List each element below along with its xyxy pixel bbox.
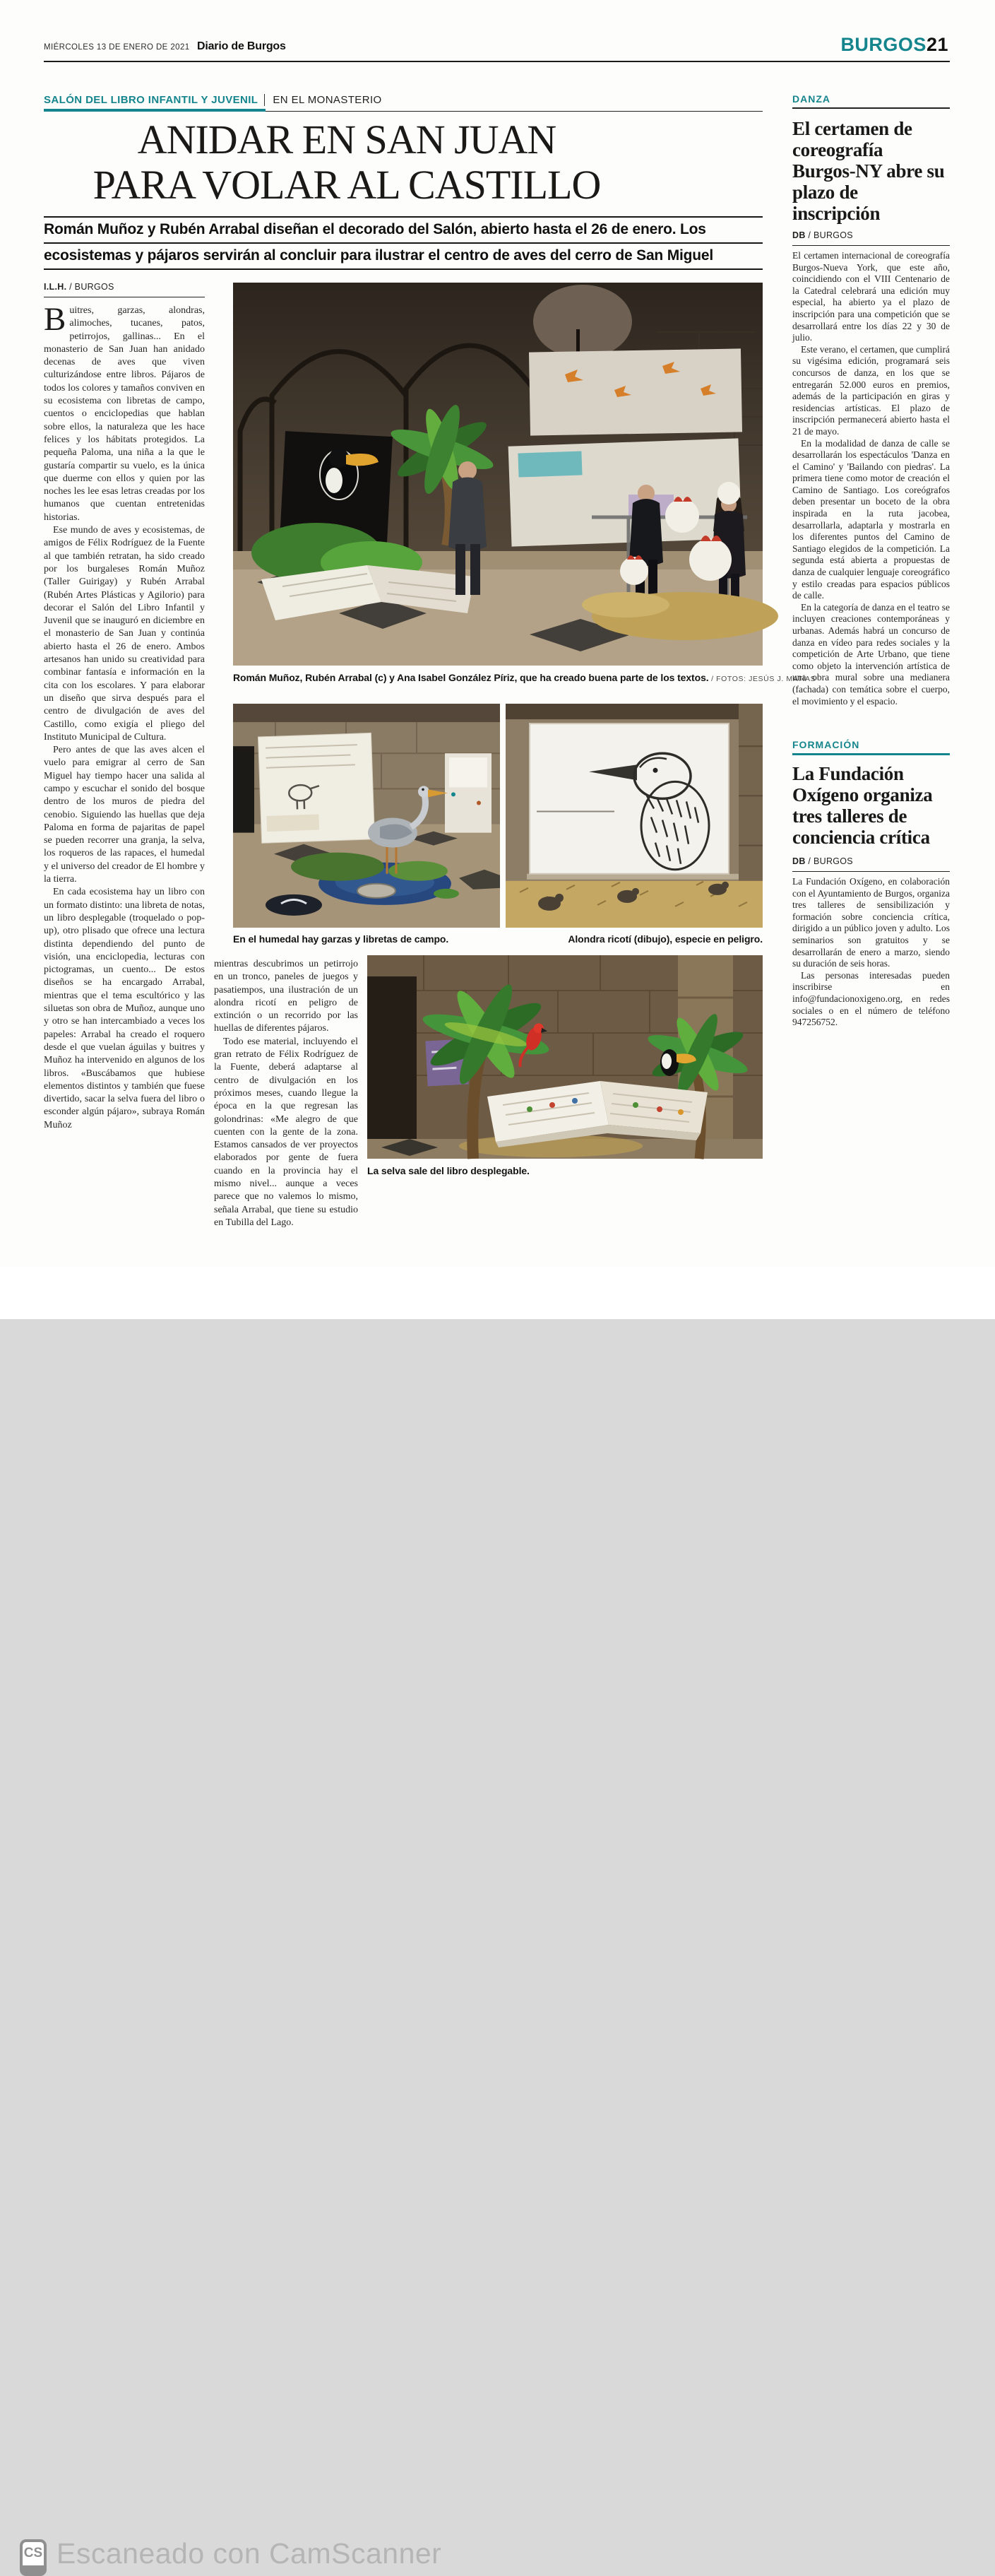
sidebar-paragraph: Las personas interesadas pueden inscribirse en info@fundacionoxigeno.org, en redes sociales o en el número de teléfono 947256752. <box>792 969 950 1028</box>
sidebar-section-formacion: FORMACIÓN <box>792 739 860 750</box>
camscanner-icon <box>20 2539 47 2576</box>
sidebar-formacion-byline <box>792 856 950 872</box>
sidebar-paragraph: La Fundación Oxígeno, en colaboración con el Ayuntamiento de Burgos, organiza tres talleres de sensibilización y formación sobre conciencia crítica, dirigido a un público joven y adulto. Los seminarios son gratuitos y se desarrollarán de enero a marzo, siendo su duración de seis horas. <box>792 876 950 969</box>
deck-line2: ecosistemas y pájaros servirán al concluir para ilustrar el centro de aves del cerro de San Miguel <box>44 242 763 270</box>
byline-place: / BURGOS <box>66 282 114 292</box>
photo-selva-illustration <box>367 955 763 1159</box>
caption-selva: La selva sale del libro desplegable. <box>367 1165 530 1176</box>
photo-alondra <box>506 704 763 928</box>
sidebar-formacion-byline-name: DB <box>792 856 806 866</box>
caption-alondra: Alondra ricotí (dibujo), especie en peligro. <box>568 933 763 945</box>
kicker-sub: EN EL MONASTERIO <box>264 94 381 106</box>
sidebar-danza-rule <box>792 107 950 109</box>
sidebar-paragraph: En la modalidad de danza de calle se desarrollarán los espectáculos 'Danza en el Camino' y 'Bailando con piedras'. La primera tiene como motor de creación el Camino de Santiago. Los coreógrafos deben presentar un boceto de la obra inspirada en la ruta jacobea, desarrollarla, adaptarla y mostrarla en los diferentes puntos del Camino de Santiago elegidos de la competición. La segunda está abierta a propuestas de danza de cualquier lenguaje coreográfico y estilo creadas para espacios públicos de calle. <box>792 437 950 601</box>
photo-main-illustration <box>233 283 763 666</box>
sidebar-formacion-byline-place: / BURGOS <box>805 856 853 866</box>
photo-alondra-illustration <box>506 704 763 928</box>
sidebar-section-danza: DANZA <box>792 93 830 105</box>
sidebar-formacion-byline-rule <box>792 871 950 872</box>
sidebar-danza-byline <box>792 230 950 246</box>
sidebar-danza-body <box>792 250 950 735</box>
sidebar-danza-byline-place: / BURGOS <box>805 230 853 240</box>
photo-selva <box>367 955 763 1159</box>
article-paragraph: mientras descubrimos un petirrojo en un tronco, paneles de juegos y pasatiempos, una ilustración de un alondra ricotí en peligro de extinción o un recorrido por las huellas de diferentes pájaros. <box>214 959 358 1034</box>
sidebar-formacion-headline: La Fundación Oxígeno organiza tres talleres de conciencia crítica <box>792 763 933 848</box>
article-paragraph: En cada ecosistema hay un libro con un formato distinto: una libreta de notas, un libro desplegable (troquelado o pop-up), otro plisado que ofrece una lectura distinta dependiendo del punto de visión, una enciclopedia, lecturas con pictogramas, un cuento... De estos diseños se ha encargado Arrabal, mientras que el tema escultórico y las siluetas son obra de Muñoz, aunque uno y otro se han intercambiado a veces los papeles: Arrabal ha creado el roquero desde el que vuelan águilas y buitres y Muñoz ha intervenido en algunos de los libros. «Buscábamos que hubiese elementos distintos y también que fuese divertido, sacar la selva fuera del libro o esconder algún pájaro», subraya Román Muñoz <box>44 887 205 1130</box>
sidebar-formacion-rule <box>792 753 950 755</box>
headline-line1: ANIDAR EN SAN JUAN <box>137 117 556 163</box>
sidebar-formacion-body <box>792 876 950 1088</box>
camscanner-bar <box>0 1267 995 2570</box>
masthead: Diario de Burgos <box>197 40 286 52</box>
deck-line1: Román Muñoz y Rubén Arrabal diseñan el decorado del Salón, abierto hasta el 26 de enero. Los <box>44 216 763 242</box>
article-column-1 <box>44 301 205 1265</box>
issue-date: MIÉRCOLES 13 DE ENERO DE 2021 <box>44 43 190 52</box>
kicker-accent-underline <box>44 109 266 112</box>
kicker <box>44 94 382 106</box>
main-headline <box>44 117 650 208</box>
page-number: 21 <box>926 34 948 55</box>
article-paragraph: Ese mundo de aves y ecosistemas, de amigos de Félix Rodríguez de la Fuente al que también retratan, ha sido creado por los burgaleses Román Muñoz (Taller Guirigay) y Rubén Arrabal (Rubén Artes Plásticas y Agilorio) para decorar el Salón del Libro Infantil y Juvenil que se inauguró en diciembre en el monasterio de San Juan y continúa abierto hasta el 26 de enero. Ambos artesanos han unido su creatividad para combinar fantasía e información en la cita con los escolares. Y para elaborar un diseño que sirva después para el centro de divulgación de aves del Castillo, como exigía el pliego del Instituto Municipal de Cultura. <box>44 525 205 743</box>
article-paragraph: Todo ese material, incluyendo el gran retrato de Félix Rodríguez de la Fuente, deberá adaptarse al centro de divulgación en los próximos meses, cuando llegue la época en la que regresan las golondrinas: «Me alegro de que cuenten con la gente de la zona. Estamos cansados de ver proyectos elaborados por gente de fuera cuando en la provincia hay el mismo nivel... aunque a veces parece que no valemos lo mismo, señala Arrabal, que tiene su estudio en Tubilla del Lago. <box>214 1036 358 1228</box>
sidebar-danza-byline-name: DB <box>792 230 806 240</box>
photo-main-monastery <box>233 283 763 666</box>
kicker-main: SALÓN DEL LIBRO INFANTIL Y JUVENIL <box>44 94 258 106</box>
caption-humedal: En el humedal hay garzas y libretas de campo. <box>233 933 449 945</box>
article-column-2 <box>214 958 358 1277</box>
caption-photo-credit: / FOTOS: JESÚS J. MATÍAS <box>708 675 816 683</box>
sidebar-danza-byline-rule <box>792 245 950 246</box>
sidebar-paragraph: El certamen internacional de coreografía Burgos-Nueva York, que este año, coincidiendo con el VIII Centenario de la Catedral celebrará una edición muy especial, ha abierto ya el plazo de inscripción para una competición que se desarrollará entre los días 22 y 30 de julio. <box>792 250 950 343</box>
caption-main-photo <box>233 672 816 683</box>
deck <box>44 216 763 270</box>
headline-line2: PARA VOLAR AL CASTILLO <box>93 162 601 208</box>
sidebar-paragraph: Este verano, el certamen, que cumplirá su vigésima edición, programará seis concursos de danza, en los que se entregarán 52.000 euros en premios, además de la participación en giras y residencias artísticas. El plazo de inscripción permanecerá abierto hasta el 21 de mayo. <box>792 343 950 437</box>
section-pagenumber <box>840 34 948 56</box>
camscanner-icon-foot <box>23 2565 44 2573</box>
article-paragraph: Pero antes de que las aves alcen el vuelo para emigrar al cerro de San Miguel hay tiempo hacer una salida al campo y escuchar el sonido del bosque dentro de los muros de piedra del cenobio. Siguiendo las huellas que deja Paloma en forma de pajaritas de papel se pueden recorrer una granja, la selva, los roqueros de las rapaces, el humedal y el universo del creador de El hombre y la tierra. <box>44 745 205 885</box>
photo-humedal-illustration <box>233 704 500 928</box>
camscanner-watermark: Escaneado con CamScanner <box>56 2537 442 2570</box>
byline-name: I.L.H. <box>44 282 67 292</box>
caption-main-text: Román Muñoz, Rubén Arrabal (c) y Ana Isabel González Píriz, que ha creado buena parte de los textos. <box>233 672 709 683</box>
article-paragraph: Buitres, garzas, alondras, alimoches, tucanes, patos, petirrojos, gallinas... En el monasterio de San Juan han anidado decenas de aves que viven culturizándose entre libros. Pájaros de todos los colores y tamaños conviven en su ecosistema con libretas de campo, cuentos o enciclopedias que hablan sobre ellos, la naturaleza que les hace felices y los hábitats protegidos. La pequeña Paloma, una niña a la que le gustaría compartir su vuelo, es la única que duerme con ellos y quien por las noches les lee esas letras creadas por los humanos que cuentan entretenidas historias. <box>44 301 205 523</box>
article-byline <box>44 282 205 297</box>
camscanner-icon-label: CS <box>23 2546 43 2560</box>
header-rule <box>44 61 950 62</box>
section-name: BURGOS <box>840 34 927 55</box>
photo-humedal <box>233 704 500 928</box>
sidebar-paragraph: En la categoría de danza en el teatro se incluyen creaciones contemporáneas y urbanas. Además habrá un concurso de danza en vídeo para redes sociales y la competición de Arte Urbano, que tiene como objeto la intervención artística de una obra mural sobre una medianera (fachada) con temática sobre el cuerpo, el movimiento y el espacio. <box>792 601 950 707</box>
header-dateline <box>44 40 286 53</box>
sidebar-danza-headline: El certamen de coreografía Burgos-NY abre su plazo de inscripción <box>792 118 945 224</box>
